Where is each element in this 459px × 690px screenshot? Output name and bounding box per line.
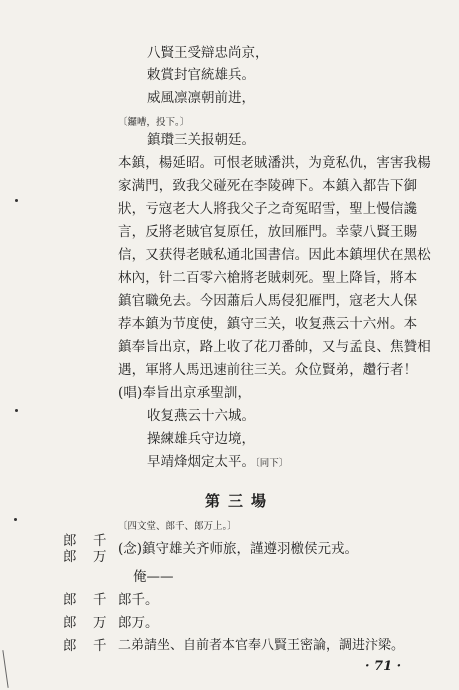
dialogue-line: (念)鎮守雄关齐师旅，謹遵羽檄侯元戎。 — [118, 541, 359, 557]
verse-line-3: 威風凛凛朝前进， — [147, 90, 255, 106]
margin-mark — [14, 518, 17, 521]
dialogue-line: 俺—— — [133, 569, 174, 585]
margin-mark — [15, 409, 18, 412]
dialogue-line: 郎万。 — [118, 615, 159, 631]
stage-direction: 〔鑼嘈，投下。〕 — [118, 117, 190, 128]
verse-line-5: 收复燕云十六城。 — [147, 408, 255, 424]
scene-title: 第三場 — [205, 492, 275, 510]
speaker-label: 郎 — [63, 533, 77, 549]
speaker-label: 郎 — [63, 592, 77, 608]
verse-text: 早靖烽烟定太平。 — [147, 454, 255, 470]
speaker-label: 千 — [93, 533, 107, 549]
prose-line-7: 鎮官職免去。今因蕭后人馬侵犯雁門，寇老大人保 — [118, 293, 418, 309]
speaker-label: 千 — [93, 592, 107, 608]
prose-line-6: 林內，针二百零六槍將老賊刺死。聖上降旨，將本 — [118, 270, 418, 286]
prose-line-1: 本鎮，楊延昭。可恨老賊潘洪，为竟私仇，害害我楊 — [118, 155, 431, 171]
stage-direction: 〔四文堂、郎千、郎万上。〕 — [118, 521, 237, 532]
dialogue-line: 郎千。 — [118, 592, 159, 608]
verse-line-7 — [147, 453, 288, 471]
verse-line-2: 敕賞封官統雄兵。 — [147, 67, 255, 83]
stage-direction: 〔同下〕 — [255, 458, 289, 469]
verse-line-4: 鎮瓚三关报朝廷。 — [147, 132, 255, 148]
page-number: · 71 · — [365, 659, 402, 674]
dialogue-line: 二弟請坐、自前者本官奉八賢王密論，調进汴梁。 — [118, 638, 405, 653]
verse-line-6: 操練雄兵守边境， — [147, 431, 255, 447]
sung-line: (唱)奉旨出京承聖訓， — [118, 385, 252, 401]
prose-line-4: 言，反將老賊官复原任，放回雁門。幸蒙八賢王賜 — [118, 224, 418, 240]
scan-edge — [2, 650, 8, 688]
speaker-label: 千 — [93, 638, 107, 654]
speaker-label: 万 — [93, 615, 107, 631]
prose-line-10: 遇，軍將人馬迅速前往三关。众位賢弟，趲行者！ — [118, 362, 418, 378]
verse-line-1: 八賢王受辯忠尚京， — [147, 45, 269, 61]
prose-line-5: 信，又获得老賊私通北国書信。因此本鎮埋伏在黑松 — [118, 247, 431, 263]
speaker-label: 郎 — [63, 615, 77, 631]
speaker-label: 郎 — [63, 549, 77, 565]
prose-line-3: 狀，亏寇老大人將我父子之奇冤昭雪，聖上慢信讒 — [118, 201, 418, 217]
prose-line-2: 家满門，致我父碰死在李陵碑下。本鎮入都告下御 — [118, 178, 418, 194]
margin-mark — [15, 199, 18, 202]
speaker-label: 万 — [93, 549, 107, 565]
prose-line-8: 荐本鎮为节度使，鎮守三关，收复燕云十六州。本 — [118, 316, 418, 332]
prose-line-9: 鎮奉旨出京，路上收了花刀番帥，又与孟良、焦贊相 — [118, 339, 431, 355]
speaker-label: 郎 — [63, 638, 77, 654]
